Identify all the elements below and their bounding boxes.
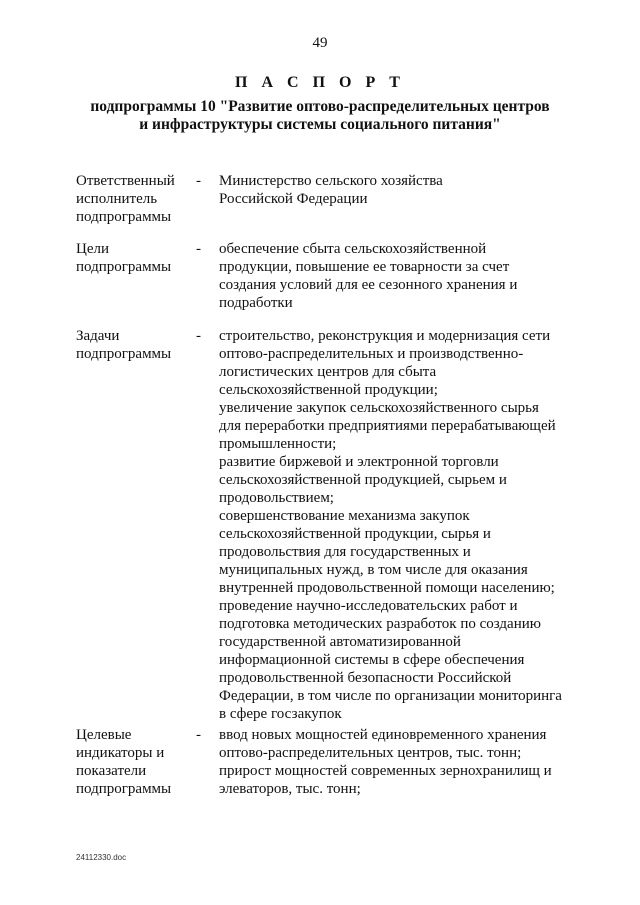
content-line: продовольственной безопасности Российской — [219, 670, 512, 686]
section-dash: - — [196, 727, 201, 743]
label-line: индикаторы и — [76, 745, 165, 761]
section-label — [76, 172, 188, 226]
label-line: подпрограммы — [76, 209, 172, 225]
content-line: развитие биржевой и электронной торговли — [219, 454, 499, 470]
content-line: увеличение закупок сельскохозяйственного сырья — [219, 400, 539, 416]
content-line: информационной системы в сфере обеспечения — [219, 652, 525, 668]
label-line: Целевые — [76, 727, 132, 743]
content-line: государственной автоматизированной — [219, 634, 461, 650]
content-line: строительство, реконструкция и модернизация сети — [219, 328, 551, 344]
content-line: продукции, повышение ее товарности за счет — [219, 259, 510, 275]
content-line: продовольствием; — [219, 490, 334, 506]
content-line: внутренней продовольственной помощи населению; — [219, 580, 555, 596]
content-line: оптово-распределительных и производственно- — [219, 346, 524, 362]
content-line: логистических центров для сбыта — [219, 364, 437, 380]
section-label — [76, 327, 188, 363]
section-label — [76, 240, 188, 276]
content-line: обеспечение сбыта сельскохозяйственной — [219, 241, 487, 257]
content-line: ввод новых мощностей единовременного хранения — [219, 727, 547, 743]
document-filename-footer: 24112330.doc — [76, 853, 127, 862]
content-line: проведение научно-исследовательских работ и — [219, 598, 518, 614]
content-line: подработки — [219, 295, 293, 311]
content-line: элеваторов, тыс. тонн; — [219, 781, 361, 797]
section-label — [76, 726, 188, 798]
label-line: подпрограммы — [76, 259, 172, 275]
section-dash: - — [196, 173, 201, 189]
label-line: Ответственный — [76, 173, 175, 189]
subtitle-line: и инфраструктуры системы социального питания" — [139, 116, 501, 133]
section-content — [219, 172, 579, 208]
label-line: подпрограммы — [76, 781, 172, 797]
content-line: сельскохозяйственной продукции; — [219, 382, 438, 398]
label-line: показатели — [76, 763, 147, 779]
page-number: 49 — [312, 35, 328, 51]
label-line: подпрограммы — [76, 346, 172, 362]
content-line: оптово-распределительных центров, тыс. тонн; — [219, 745, 522, 761]
content-line: подготовка методических разработок по созданию — [219, 616, 541, 632]
content-line: промышленности; — [219, 436, 337, 452]
label-line: Задачи — [76, 328, 120, 344]
subtitle-line: подпрограммы 10 "Развитие оптово-распределительных центров — [90, 98, 550, 115]
section-content — [219, 327, 579, 723]
label-line: Цели — [76, 241, 110, 257]
content-line: Федерации, в том числе по организации мониторинга — [219, 688, 562, 704]
content-line: создания условий для ее сезонного хранения и — [219, 277, 518, 293]
label-line: исполнитель — [76, 191, 158, 207]
section-dash: - — [196, 328, 201, 344]
content-line: сельскохозяйственной продукции, сырья и — [219, 526, 491, 542]
document-subtitle — [0, 98, 640, 134]
content-line: Российской Федерации — [219, 191, 368, 207]
document-title: П А С П О Р Т — [235, 74, 405, 91]
section-content — [219, 726, 579, 798]
content-line: для переработки предприятиями перерабатывающей — [219, 418, 556, 434]
content-line: муниципальных нужд, в том числе для оказания — [219, 562, 528, 578]
content-line: в сфере госзакупок — [219, 706, 342, 722]
content-line: совершенствование механизма закупок — [219, 508, 470, 524]
content-line: сельскохозяйственной продукцией, сырьем и — [219, 472, 507, 488]
content-line: прирост мощностей современных зернохранилищ и — [219, 763, 552, 779]
content-line: Министерство сельского хозяйства — [219, 173, 443, 189]
section-content — [219, 240, 579, 312]
section-dash: - — [196, 241, 201, 257]
content-line: продовольствия для государственных и — [219, 544, 471, 560]
